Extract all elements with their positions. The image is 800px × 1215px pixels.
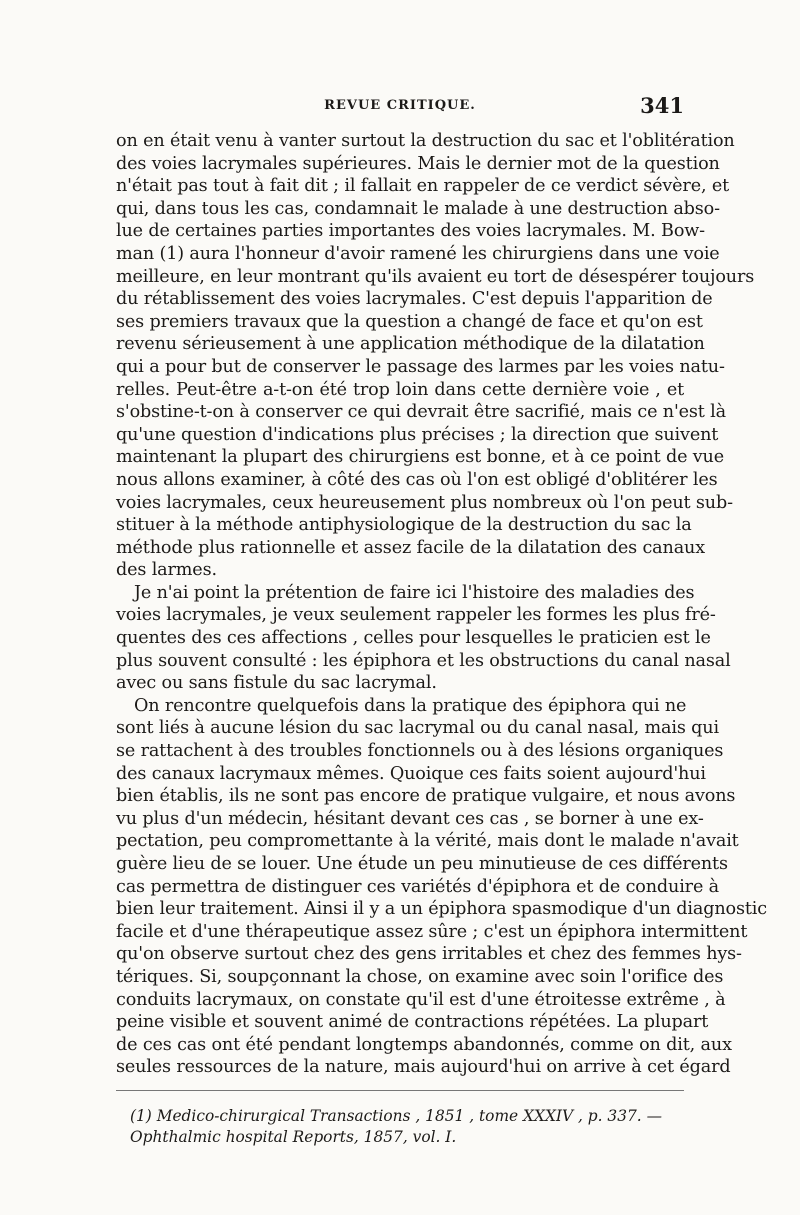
footnote-line: Ophthalmic hospital Reports, 1857, vol. I. <box>130 1128 457 1146</box>
text-line: relles. Peut-être a-t-on été trop loin dans cette dernière voie , et <box>116 379 684 400</box>
running-title: REVUE CRITIQUE. <box>324 98 476 113</box>
text-line: ses premiers travaux que la question a changé de face et qu'on est <box>116 311 703 332</box>
paragraph-1 <box>116 130 755 582</box>
text-line: plus souvent consulté : les épiphora et les obstructions du canal nasal <box>116 650 731 671</box>
text-line: maintenant la plupart des chirurgiens est bonne, et à ce point de vue <box>116 447 725 468</box>
text-line: vu plus d'un médecin, hésitant devant ces cas , se borner à une ex- <box>116 808 704 829</box>
text-line: qu'une question d'indications plus précises ; la direction que suivent <box>116 424 719 445</box>
text-line: se rattachent à des troubles fonctionnels ou à des lésions organiques <box>116 741 724 762</box>
text-line: lue de certaines parties importantes des voies lacrymales. M. Bow- <box>116 221 705 242</box>
page-header <box>116 93 684 124</box>
text-line: conduits lacrymaux, on constate qu'il est d'une étroitesse extrême , à <box>116 989 726 1010</box>
text-line: sont liés à aucune lésion du sac lacrymal ou du canal nasal, mais qui <box>116 718 719 739</box>
text-line: on en était venu à vanter surtout la destruction du sac et l'oblitération <box>116 131 735 151</box>
text-line: bien établis, ils ne sont pas encore de pratique vulgaire, et nous avons <box>116 786 736 807</box>
text-line: tériques. Si, soupçonnant la chose, on examine avec soin l'orifice des <box>116 966 724 987</box>
footnote-line: (1) Medico-chirurgical Transactions , 1851 , tome XXXIV , p. 337. — <box>130 1107 662 1125</box>
text-line: des canaux lacrymaux mêmes. Quoique ces faits soient aujourd'hui <box>116 763 706 784</box>
paragraph-2 <box>116 582 731 695</box>
text-line: cas permettra de distinguer ces variétés d'épiphora et de conduire à <box>116 876 719 897</box>
text-line: n'était pas tout à fait dit ; il fallait en rappeler de ce verdict sévère, et <box>116 176 730 197</box>
text-line: des larmes. <box>116 560 217 581</box>
text-line: revenu sérieusement à une application méthodique de la dilatation <box>116 334 705 355</box>
text-line: qui, dans tous les cas, condamnait le malade à une destruction abso- <box>116 198 720 219</box>
text-line: man (1) aura l'honneur d'avoir ramené les chirurgiens dans une voie <box>116 243 720 264</box>
text-line: Je n'ai point la prétention de faire ici l'histoire des maladies des <box>134 582 695 603</box>
text-line: qui a pour but de conserver le passage des larmes par les voies natu- <box>116 356 725 377</box>
text-line: des voies lacrymales supérieures. Mais le dernier mot de la question <box>116 153 720 174</box>
text-line: pectation, peu compromettante à la vérité, mais dont le malade n'avait <box>116 831 739 852</box>
text-line: stituer à la méthode antiphysiologique de la destruction du sac la <box>116 515 692 536</box>
text-line: du rétablissement des voies lacrymales. C'est depuis l'apparition de <box>116 289 713 310</box>
text-line: qu'on observe surtout chez des gens irritables et chez des femmes hys- <box>116 944 742 965</box>
text-line: meilleure, en leur montrant qu'ils avaient eu tort de désespérer toujours <box>116 266 755 287</box>
paragraph-3 <box>116 695 767 1079</box>
text-line: guère lieu de se louer. Une étude un peu minutieuse de ces différents <box>116 854 728 874</box>
text-line: bien leur traitement. Ainsi il y a un épiphora spasmodique d'un diagnostic <box>116 899 767 920</box>
page-number: 341 <box>640 93 684 118</box>
text-line: méthode plus rationnelle et assez facile de la dilatation des canaux <box>116 537 705 558</box>
text-line: seules ressources de la nature, mais aujourd'hui on arrive à cet égard <box>116 1057 731 1078</box>
text-line: On rencontre quelquefois dans la pratique des épiphora qui ne <box>134 695 687 716</box>
text-line: facile et d'une thérapeutique assez sûre ; c'est un épiphora intermittent <box>116 921 748 942</box>
body-text <box>116 130 767 1079</box>
text-line: nous allons examiner, à côté des cas où l'on est obligé d'oblitérer les <box>116 469 718 490</box>
text-line: s'obstine-t-on à conserver ce qui devrait être sacrifié, mais ce n'est là <box>116 402 726 423</box>
text-line: quentes des ces affections , celles pour lesquelles le praticien est le <box>116 628 711 649</box>
text-line: de ces cas ont été pendant longtemps abandonnés, comme on dit, aux <box>116 1034 732 1055</box>
text-line: voies lacrymales, ceux heureusement plus nombreux où l'on peut sub- <box>116 492 733 513</box>
text-line: avec ou sans fistule du sac lacrymal. <box>116 673 437 694</box>
text-line: voies lacrymales, je veux seulement rappeler les formes les plus fré- <box>116 605 716 626</box>
footnotes <box>130 1106 684 1148</box>
footnote-divider <box>116 1090 684 1091</box>
text-line: peine visible et souvent animé de contractions répétées. La plupart <box>116 1012 709 1033</box>
